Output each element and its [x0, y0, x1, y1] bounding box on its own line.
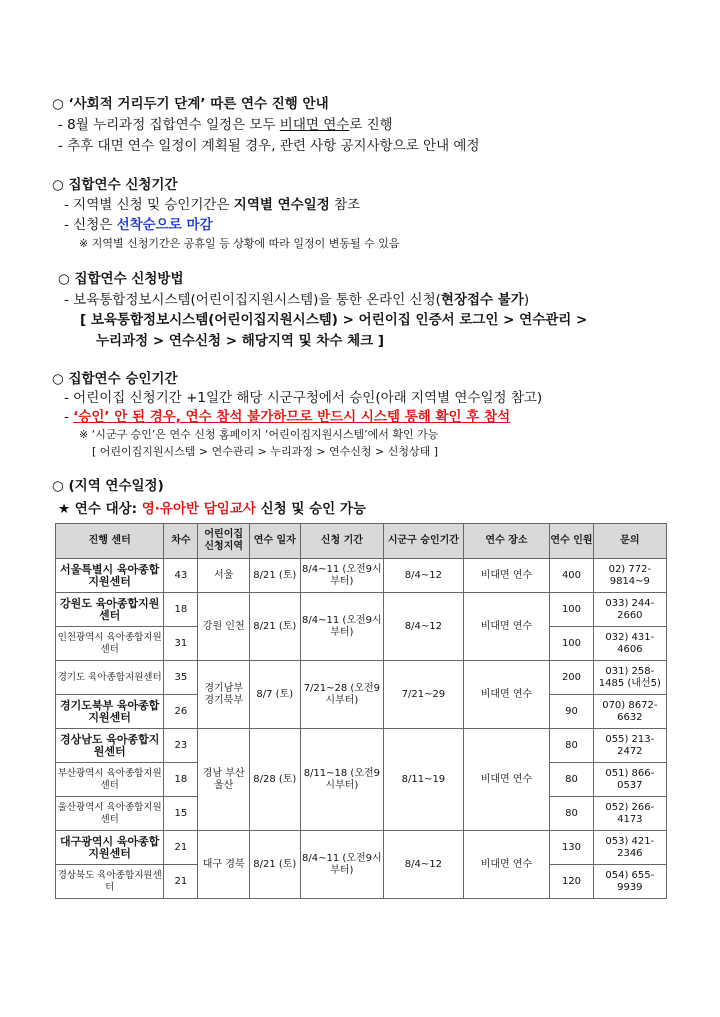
- header-center: 진행 센터: [56, 524, 164, 559]
- round-cell: 21: [164, 865, 198, 899]
- header-region: 어린이집 신청지역: [198, 524, 250, 559]
- count-cell: 100: [550, 593, 593, 627]
- apply-cell: 8/4~11 (오전9시부터): [300, 831, 384, 899]
- approve-cell: 8/4~12: [384, 831, 463, 899]
- section-title-apply-period: ○ 집합연수 신청기간: [52, 177, 178, 193]
- count-cell: 90: [550, 695, 593, 729]
- region-cell: 경기남부 경기북부: [198, 661, 250, 729]
- count-cell: 200: [550, 661, 593, 695]
- apply-method-path-1: [ 보육통합정보시스템(어린이집지원시스템) > 어린이집 인증서 로그인 > 연수관리 >: [80, 312, 588, 328]
- schedule-table: [55, 523, 667, 899]
- header-apply: 신청 기간: [300, 524, 384, 559]
- date-cell: 8/7 (토): [250, 661, 301, 729]
- place-cell: 비대면 연수: [463, 729, 550, 831]
- approval-line-2: - ‘승인’ 안 된 경우, 연수 참석 불가하므로 반드시 시스템 통해 확인 후 참석: [64, 409, 511, 425]
- contact-cell: 051) 866-0537: [593, 763, 666, 797]
- apply-cell: 8/4~11 (오전9시부터): [300, 593, 384, 661]
- section-title-apply-method: ○ 집합연수 신청방법: [58, 271, 184, 287]
- round-cell: 18: [164, 763, 198, 797]
- center-cell: 부산광역시 육아종합지원센터: [56, 763, 164, 797]
- section-title-distancing: ○ ‘사회적 거리두기 단계’ 따른 연수 진행 안내: [52, 96, 329, 112]
- apply-period-note: ※ 지역별 신청기간은 공휴일 등 상황에 따라 일정이 변동될 수 있음: [79, 237, 400, 250]
- contact-cell: 053) 421-2346: [593, 831, 666, 865]
- approve-cell: 7/21~29: [384, 661, 463, 729]
- contact-cell: 070) 8672-6632: [593, 695, 666, 729]
- count-cell: 120: [550, 865, 593, 899]
- table-header-row: [56, 524, 667, 559]
- center-cell: 경기도북부 육아종합지원센터: [56, 695, 164, 729]
- region-cell: 서울: [198, 559, 250, 593]
- round-cell: 15: [164, 797, 198, 831]
- round-cell: 21: [164, 831, 198, 865]
- center-cell: 울산광역시 육아종합지원센터: [56, 797, 164, 831]
- date-cell: 8/28 (토): [250, 729, 301, 831]
- date-cell: 8/21 (토): [250, 831, 301, 899]
- region-cell: 대구 경북: [198, 831, 250, 899]
- section-title-approval: ○ 집합연수 승인기간: [52, 371, 178, 387]
- header-count: 연수 인원: [550, 524, 593, 559]
- region-cell: 경남 부산 울산: [198, 729, 250, 831]
- apply-cell: 7/21~28 (오전9시부터): [300, 661, 384, 729]
- apply-period-line-1: - 지역별 신청 및 승인기간은 지역별 연수일정 참조: [64, 197, 361, 213]
- place-cell: 비대면 연수: [463, 661, 550, 729]
- count-cell: 100: [550, 627, 593, 661]
- table-row: [56, 593, 667, 627]
- apply-period-line-2: - 신청은 선착순으로 마감: [64, 217, 213, 233]
- table-row: [56, 661, 667, 695]
- place-cell: 비대면 연수: [463, 831, 550, 899]
- round-cell: 18: [164, 593, 198, 627]
- count-cell: 400: [550, 559, 593, 593]
- center-cell: 인천광역시 육아종합지원센터: [56, 627, 164, 661]
- header-contact: 문의: [593, 524, 666, 559]
- approval-note-1: ※ ‘시군구 승인’은 연수 신청 홈페이지 ‘어린이집지원시스템’에서 확인 가능: [79, 428, 439, 441]
- count-cell: 80: [550, 763, 593, 797]
- approval-note-2: [ 어린이집지원시스템 > 연수관리 > 누리과정 > 연수신청 > 신청상태 ]: [92, 445, 439, 458]
- contact-cell: 031) 258-1485 (내선5): [593, 661, 666, 695]
- table-row: [56, 831, 667, 865]
- center-cell: 서울특별시 육아종합지원센터: [56, 559, 164, 593]
- place-cell: 비대면 연수: [463, 593, 550, 661]
- approve-cell: 8/11~19: [384, 729, 463, 831]
- apply-cell: 8/11~18 (오전9시부터): [300, 729, 384, 831]
- distancing-line-2: - 추후 대면 연수 일정이 계획될 경우, 관련 사항 공지사항으로 안내 예정: [58, 138, 480, 154]
- contact-cell: 052) 266-4173: [593, 797, 666, 831]
- contact-cell: 02) 772-9814~9: [593, 559, 666, 593]
- round-cell: 35: [164, 661, 198, 695]
- schedule-target: ★ 연수 대상: 영·유아반 담임교사 신청 및 승인 가능: [58, 501, 367, 517]
- contact-cell: 054) 655-9939: [593, 865, 666, 899]
- round-cell: 31: [164, 627, 198, 661]
- contact-cell: 033) 244-2660: [593, 593, 666, 627]
- section-title-schedule: ○ (지역 연수일정): [52, 478, 164, 494]
- center-cell: 강원도 육아종합지원센터: [56, 593, 164, 627]
- contact-cell: 055) 213-2472: [593, 729, 666, 763]
- header-date: 연수 일자: [250, 524, 301, 559]
- approval-line-1: - 어린이집 신청기간 +1일간 해당 시군구청에서 승인(아래 지역별 연수일정 참고): [64, 390, 543, 406]
- place-cell: 비대면 연수: [463, 559, 550, 593]
- count-cell: 130: [550, 831, 593, 865]
- table-row: [56, 559, 667, 593]
- round-cell: 43: [164, 559, 198, 593]
- contact-cell: 032) 431-4606: [593, 627, 666, 661]
- apply-cell: 8/4~11 (오전9시부터): [300, 559, 384, 593]
- header-place: 연수 장소: [463, 524, 550, 559]
- approve-cell: 8/4~12: [384, 559, 463, 593]
- count-cell: 80: [550, 729, 593, 763]
- center-cell: 경상남도 육아종합지원센터: [56, 729, 164, 763]
- table-row: [56, 729, 667, 763]
- header-approve: 시군구 승인기간: [384, 524, 463, 559]
- distancing-line-1: - 8월 누리과정 집합연수 일정은 모두 비대면 연수로 진행: [58, 117, 393, 133]
- count-cell: 80: [550, 797, 593, 831]
- date-cell: 8/21 (토): [250, 593, 301, 661]
- center-cell: 경상북도 육아종합지원센터: [56, 865, 164, 899]
- round-cell: 23: [164, 729, 198, 763]
- date-cell: 8/21 (토): [250, 559, 301, 593]
- apply-method-path-2: 누리과정 > 연수신청 > 해당지역 및 차수 체크 ]: [96, 333, 385, 349]
- region-cell: 강원 인천: [198, 593, 250, 661]
- header-round: 차수: [164, 524, 198, 559]
- round-cell: 26: [164, 695, 198, 729]
- center-cell: 경기도 육아종합지원센터: [56, 661, 164, 695]
- apply-method-line-1: - 보육통합정보시스템(어린이집지원시스템)을 통한 온라인 신청(현장접수 불가): [64, 292, 530, 308]
- center-cell: 대구광역시 육아종합지원센터: [56, 831, 164, 865]
- approve-cell: 8/4~12: [384, 593, 463, 661]
